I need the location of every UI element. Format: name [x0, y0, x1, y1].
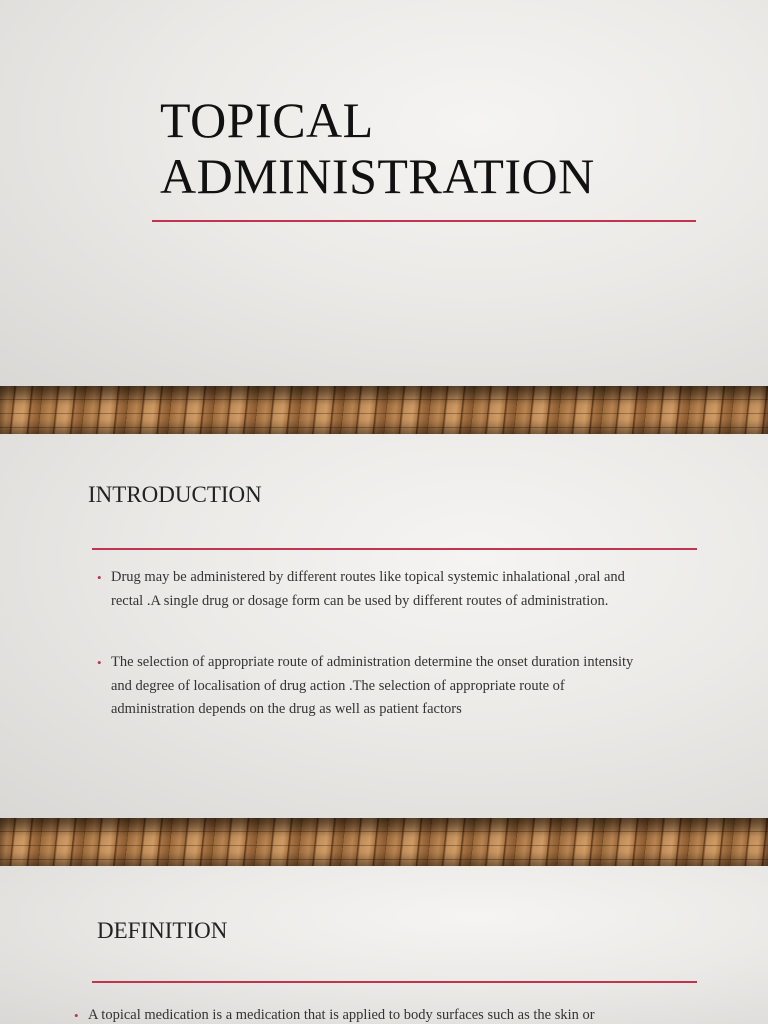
introduction-heading: INTRODUCTION [88, 482, 262, 507]
slide-title-line-1: TOPICAL [160, 92, 374, 148]
introduction-bullet-list [97, 566, 717, 722]
slide-title [160, 92, 595, 204]
list-item: • A topical medication is a medication that is applied to body surfaces such as the skin or [74, 1004, 754, 1024]
title-slide [0, 0, 768, 388]
definition-slide [0, 866, 768, 1024]
wood-floor-divider [0, 818, 768, 866]
bullet-icon: • [74, 1008, 79, 1023]
list-item: • Drug may be administered by different routes like topical systemic inhalational ,oral and rectal .A single drug or dosage form can be used by different routes of administration. [97, 566, 717, 613]
list-item: • The selection of appropriate route of administration determine the onset duration intensity and degree of localisation of drug action .The selection of appropriate route of administration depends on the drug as well as patient factors [97, 651, 717, 722]
wood-floor-divider [0, 386, 768, 434]
bullet-icon: • [97, 655, 102, 670]
definition-bullet-list [74, 1004, 754, 1024]
introduction-underline [92, 548, 697, 550]
definition-underline [92, 981, 697, 983]
definition-heading: DEFINITION [97, 918, 228, 943]
bullet-icon: • [97, 570, 102, 585]
title-underline [152, 220, 696, 222]
introduction-slide [0, 434, 768, 818]
slide-title-line-2: ADMINISTRATION [160, 148, 595, 204]
